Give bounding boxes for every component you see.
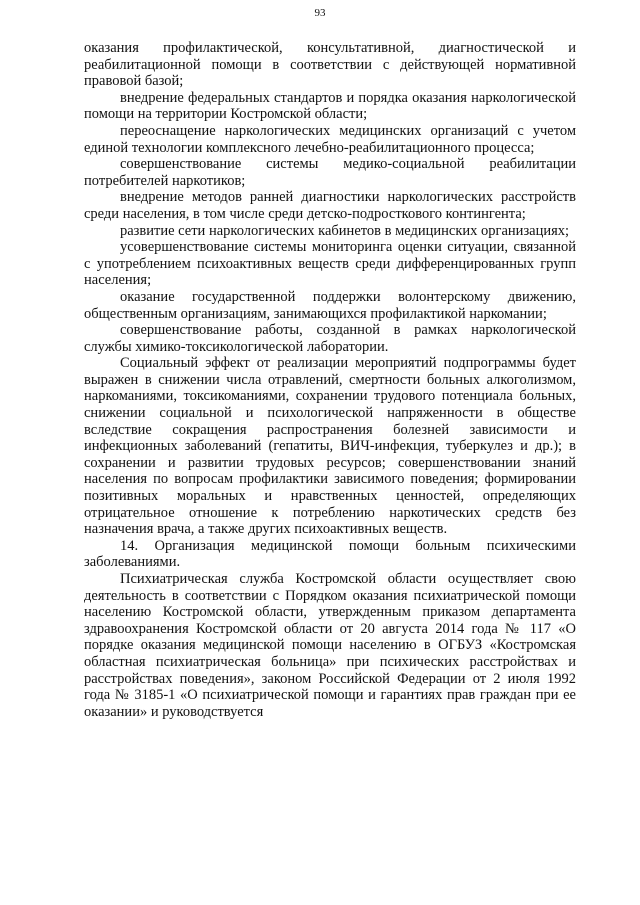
section-heading: 14. Организация медицинской помощи больным психическими заболеваниями.	[84, 537, 576, 571]
paragraph: внедрение федеральных стандартов и порядка оказания наркологической помощи на территории Костромской области;	[84, 89, 576, 123]
paragraph: внедрение методов ранней диагностики наркологических расстройств среди населения, в том числе среди детско-подросткового контингента;	[84, 189, 576, 222]
page-number: 93	[314, 7, 326, 19]
paragraph: совершенствование работы, созданной в рамках наркологической службы химико-токсикологической лаборатории.	[84, 322, 576, 355]
body-text	[84, 40, 576, 720]
paragraph: усовершенствование системы мониторинга оценки ситуации, связанной с употреблением психоактивных веществ среди дифференцированных групп населения;	[84, 239, 576, 289]
paragraph: переоснащение наркологических медицинских организаций с учетом единой технологии комплексного лечебно-реабилитационного процесса;	[84, 122, 576, 156]
paragraph: совершенствование системы медико-социальной реабилитации потребителей наркотиков;	[84, 156, 576, 189]
paragraph: оказание государственной поддержки волонтерскому движению, общественным организациям, занимающихся профилактикой наркомании;	[84, 288, 576, 322]
paragraph: Психиатрическая служба Костромской области осуществляет свою деятельность в соответствии с Порядком оказания психиатрической помощи населению Костромской области, утвержденным приказом департамента здравоохранения Костромской области от 20 августа 2014 года № 117 «О порядке оказания медицинской помощи населению в ОГБУЗ «Костромская областная психиатрическая больница» при психических расстройствах и расстройствах поведения», законом Российской Федерации от 2 июля 1992 года № 3185-1 «О психиатрической помощи и гарантиях прав граждан при ее оказании» и руководствуется	[84, 571, 576, 720]
paragraph: оказания профилактической, консультативной, диагностической и реабилитационной помощи в соответствии с действующей нормативной правовой базой;	[84, 40, 576, 90]
paragraph: Социальный эффект от реализации мероприятий подпрограммы будет выражен в снижении числа отравлений, смертности больных алкоголизмом, наркоманиями, токсикоманиями, сохранении трудового потенциала больных, снижении социальной и психологической напряженности в обществе вследствие сокращения распространения болезней зависимости и инфекционных заболеваний (гепатиты, ВИЧ-инфекция, туберкулез и др.); в сохранении и развитии трудовых ресурсов; совершенствовании знаний населения по вопросам профилактики зависимого поведения; формировании позитивных моральных и нравственных ценностей, определяющих отрицательное отношение к потреблению наркотических средств без назначения врача, а также других психоактивных веществ.	[84, 355, 576, 538]
paragraph: развитие сети наркологических кабинетов в медицинских организациях;	[120, 222, 570, 239]
